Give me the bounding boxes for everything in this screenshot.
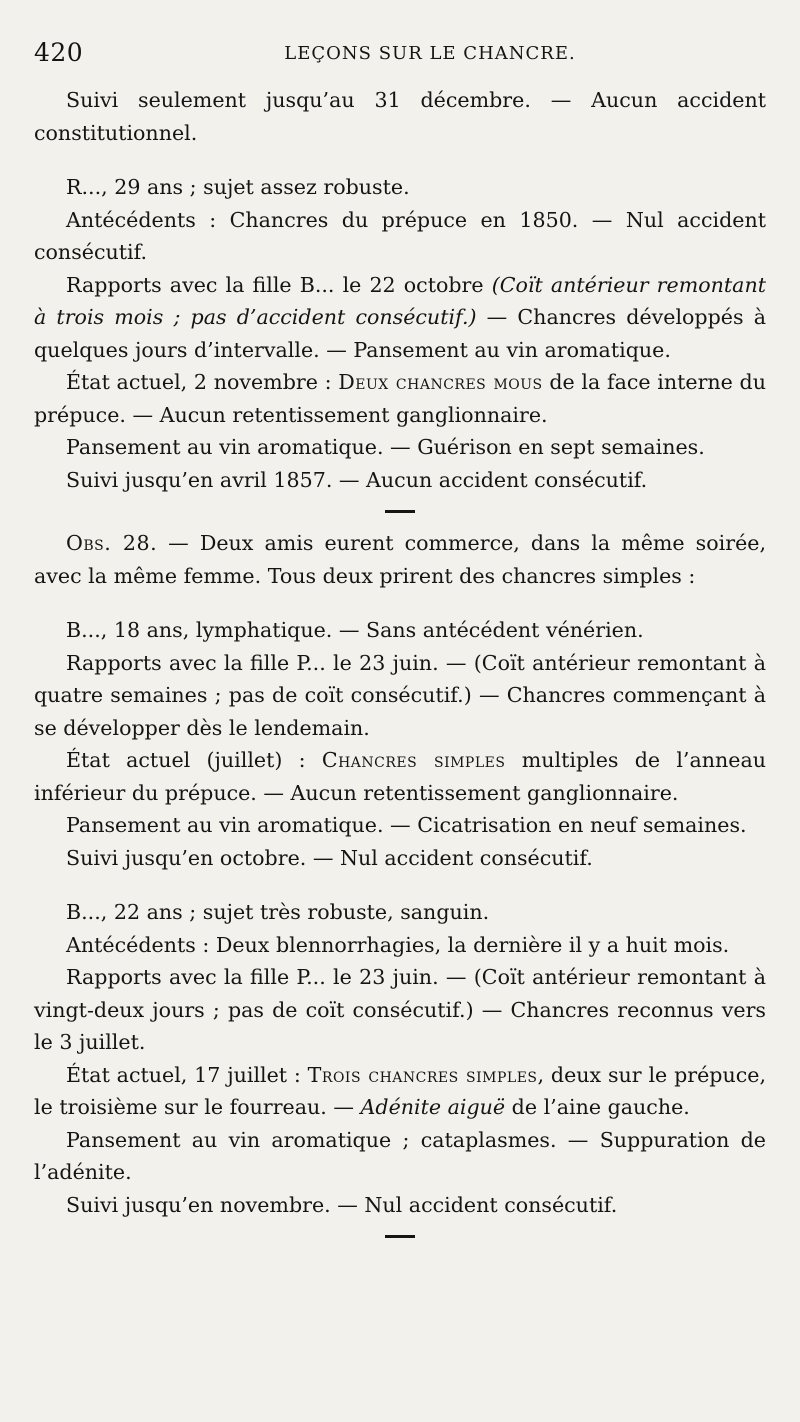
body-text <box>34 84 766 1252</box>
paragraph-observation-28: Obs. 28. — Deux amis eurent commerce, dans la même soirée, avec la même femme. Tous deux prirent des chancres simples : <box>34 531 766 588</box>
section-separator <box>385 510 415 513</box>
paragraph-suivi-3: Suivi jusqu’en novembre. — Nul accident consécutif. <box>66 1192 618 1217</box>
paragraph-rapports-2: Rapports avec la fille P... le 23 juin. — (Coït antérieur remontant à quatre semaines ; pas de coït consécutif.) — Chancres commençant à se développer dès le lendemain. <box>34 650 766 740</box>
paragraph-suivi-2: Suivi jusqu’en octobre. — Nul accident consécutif. <box>66 845 593 870</box>
end-separator <box>385 1235 415 1238</box>
paragraph-rapports-3: Rapports avec la fille P... le 23 juin. — (Coït antérieur remontant à vingt-deux jours ; pas de coït consécutif.) — Chancres reconnus vers le 3 juillet. <box>34 965 766 1054</box>
paragraph-pansement-1: Pansement au vin aromatique. — Guérison en sept semaines. <box>66 435 705 459</box>
paragraph-etat-3: État actuel, 17 juillet : Trois chancres simples, deux sur le prépuce, le troisième sur le fourreau. — Adénite aiguë de l’aine gauche. <box>34 1062 767 1119</box>
page-number: 420 <box>34 38 84 67</box>
paragraph-antecedents-2: Antécédents : Deux blennorrhagies, la dernière il y a huit mois. <box>66 932 730 957</box>
running-head: LEÇONS SUR LE CHANCRE. <box>284 43 576 64</box>
paragraph-patient-b1: B..., 18 ans, lymphatique. — Sans antécédent vénérien. <box>66 618 644 642</box>
paragraph-patient-b2: B..., 22 ans ; sujet très robuste, sanguin. <box>66 900 490 924</box>
paragraph-pansement-3: Pansement au vin aromatique ; cataplasmes. — Suppuration de l’adénite. <box>34 1127 766 1184</box>
paragraph-antecedents-1: Antécédents : Chancres du prépuce en 1850. — Nul accident consécutif. <box>34 207 766 264</box>
paragraph-suivi-1: Suivi jusqu’en avril 1857. — Aucun accident consécutif. <box>66 467 648 492</box>
paragraph-follow-up-1: Suivi seulement jusqu’au 31 décembre. — Aucun accident constitutionnel. <box>34 88 766 145</box>
paragraph-patient-r: R..., 29 ans ; sujet assez robuste. <box>66 175 410 199</box>
paragraph-pansement-2: Pansement au vin aromatique. — Cicatrisation en neuf semaines. <box>66 813 747 837</box>
paragraph-etat-1: État actuel, 2 novembre : Deux chancres mous de la face interne du prépuce. — Aucun retentissement ganglionnaire. <box>34 370 766 427</box>
page-header <box>34 34 766 74</box>
paragraph-rapports-1: Rapports avec la fille B... le 22 octobre (Coït antérieur remontant à trois mois ; pas d’accident consécutif.) — Chancres développés à quelques jours d’intervalle. — Pansement au vin aromatique. <box>34 272 766 362</box>
paragraph-etat-2: État actuel (juillet) : Chancres simples multiples de l’anneau inférieur du prépuce. — Aucun retentissement ganglionnaire. <box>34 748 766 805</box>
